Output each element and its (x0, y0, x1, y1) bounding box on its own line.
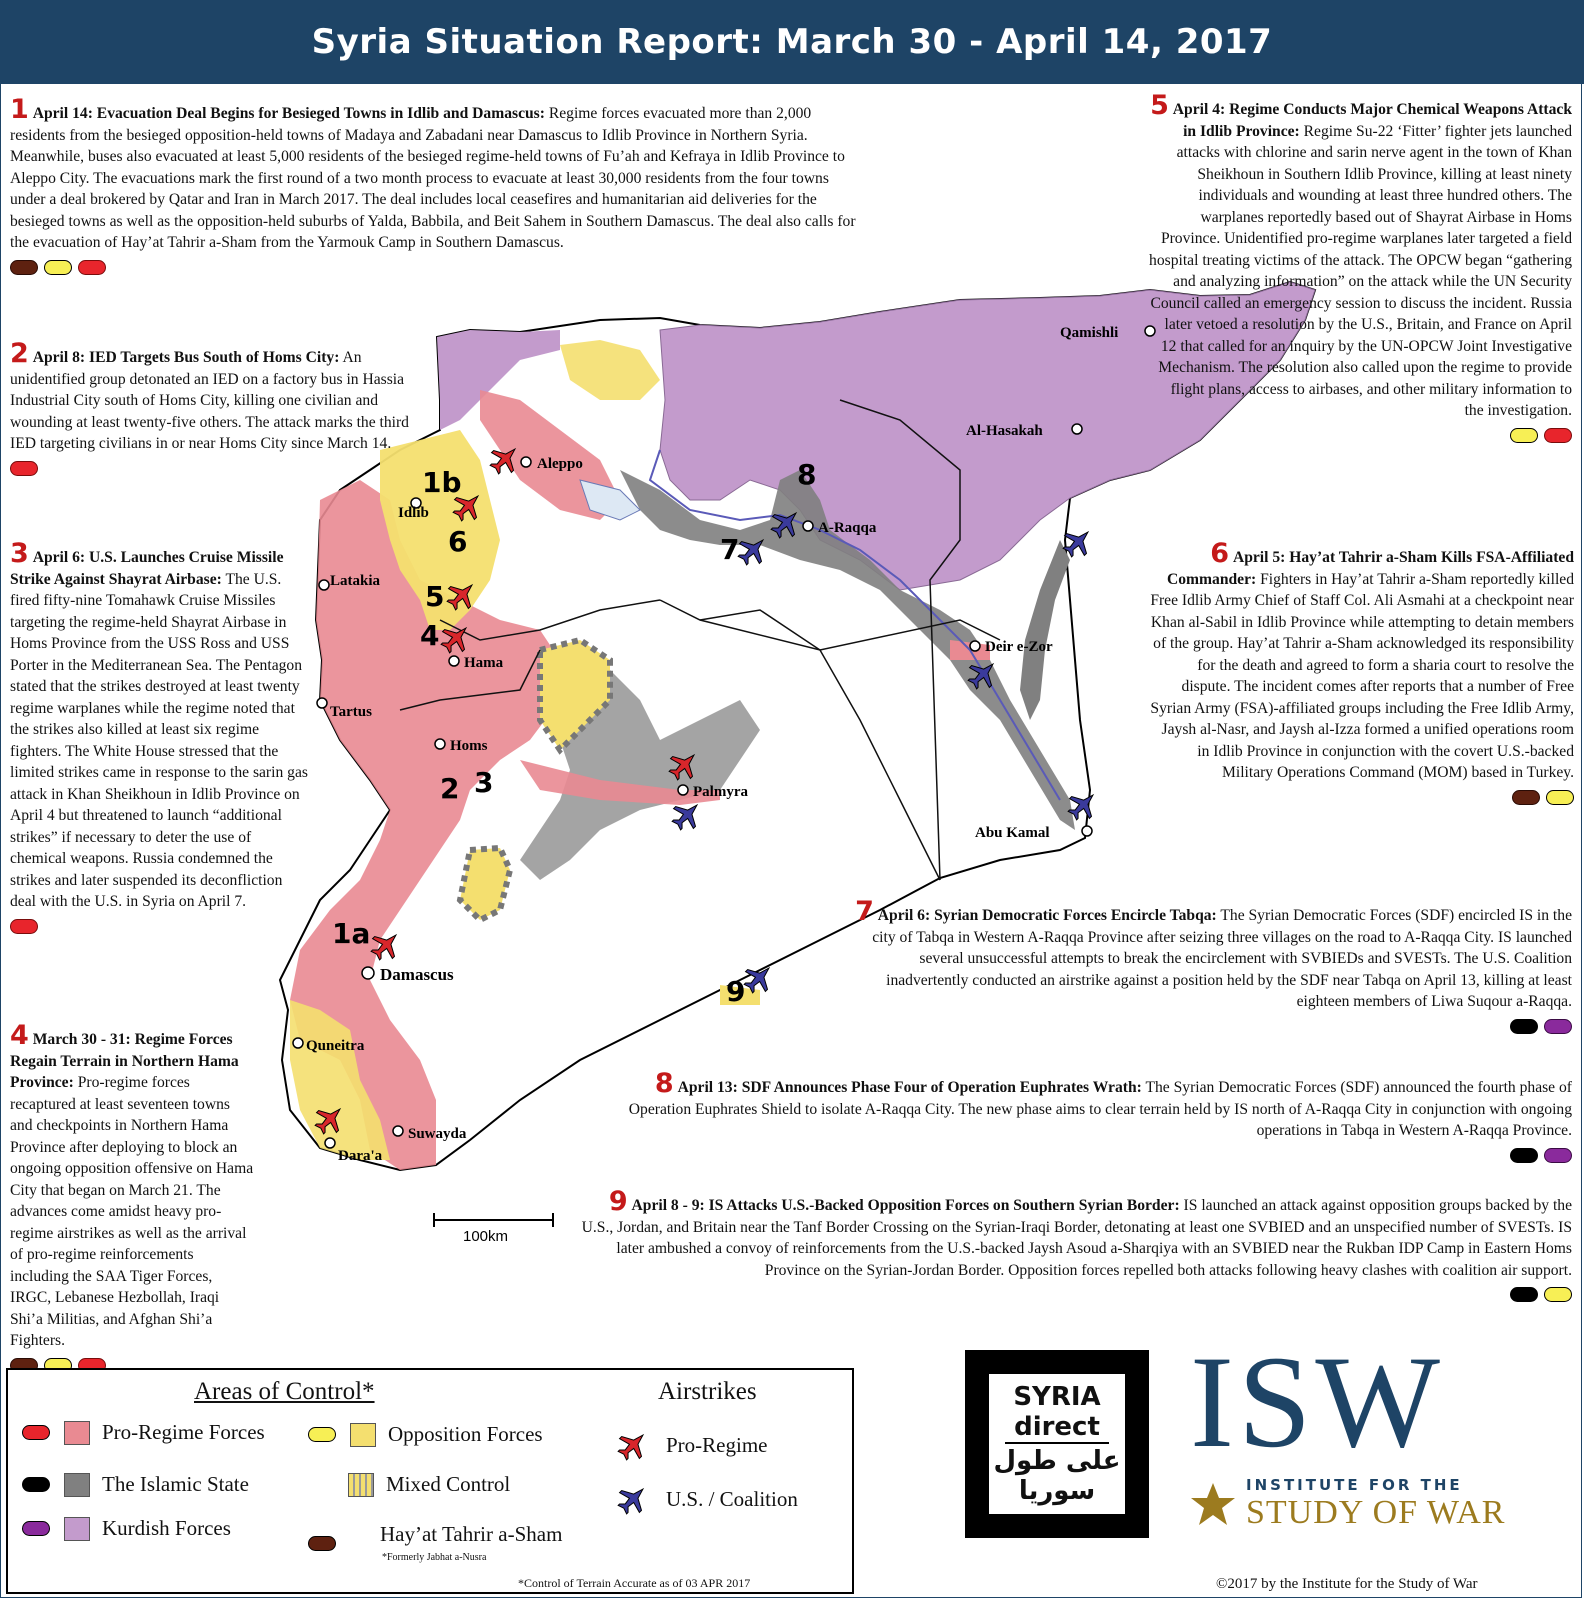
event-label: 9 (726, 975, 746, 1008)
legend-kurdish: Kurdish Forces (22, 1516, 231, 1541)
city-label: Aleppo (537, 456, 583, 472)
city-label: Dara'a (338, 1148, 383, 1164)
scale-label: 100km (463, 1228, 509, 1245)
event-label: 1b (422, 466, 462, 499)
city-label: Suwayda (408, 1126, 467, 1142)
event-label: 8 (797, 458, 817, 491)
city-label: Deir e-Zor (985, 639, 1053, 655)
event-5: 5 April 4: Regime Conducts Major Chemical Weapons Attack in Idlib Province: Regime Su-22 ‘Fitter’ fighter jets launched attacks with chlorine and sarin nerve agent in the town of Khan Sheikhoun in Southern Idlib Province, killing at least ninety individuals and wounding at least three hundred others. The warplanes reportedly based out of Shayrat Airbase in Homs Province. Unidentified pro-regime warplanes later targeted a field hospital treating victims of the attack. The OPCW began “gathering and analyzing information” on the attack while the UN Security Council called an emergency session to discuss the incident. Russia later vetoed a resolution by the U.S., Britain, and France on April 12 that called for an inquiry by the UN-OPCW Joint Investigative Mechanism. The resolution also called upon the regime to provide flight plans, access to airbases, and other military information to the investigation. (1148, 96, 1572, 443)
legend-airstrikes-title: Airstrikes (658, 1378, 757, 1405)
event-label: 6 (448, 525, 468, 558)
event-label: 3 (474, 766, 494, 799)
city-label: Abu Kamal (975, 825, 1050, 841)
legend-footnote: *Control of Terrain Accurate as of 03 APR 2017 (518, 1576, 751, 1590)
city-label: Latakia (330, 573, 381, 589)
city-label: Hama (464, 655, 504, 671)
event-9: 9 April 8 - 9: IS Attacks U.S.-Backed Opposition Forces on Southern Syrian Border: IS launched an attack against opposition groups backed by the U.S., Jordan, and Britain near the Tanf Border Crossing on the Syrian-Iraqi Border, detonating at least one SVBIED and an unspecified number of SVESTs. IS later ambushed a convoy of reinforcements from the U.S.-backed Jaysh Asoud a-Sharqiya with an SVBIED near the Rukban IDP Camp in Eastern Homs Province on the Syrian-Jordan Border. Opposition forces repelled both attacks following heavy clashes with coalition air support. (580, 1192, 1572, 1302)
city-label: Quneitra (306, 1038, 365, 1054)
regime-jet-icon (616, 1428, 650, 1462)
coalition-jet-icon (616, 1482, 650, 1516)
city-label: Tartus (330, 704, 372, 720)
event-label: 5 (425, 580, 445, 613)
event-label: 2 (440, 772, 460, 805)
syria-direct-logo: SYRIA direct على طول سوريا (965, 1350, 1149, 1538)
star-icon (1190, 1481, 1236, 1527)
legend (6, 1368, 854, 1594)
legend-mixed: Mixed Control (348, 1472, 510, 1497)
city-label: Palmyra (693, 784, 748, 800)
event-label: 7 (720, 533, 740, 566)
event-6: 6 April 5: Hay’at Tahrir a-Sham Kills FSA-Affiliated Commander: Fighters in Hay’at Tahrir a-Sham reportedly killed Free Idlib Army Chief of Staff Col. Ali Asmahi at a checkpoint near Khan al-Sabil in Idlib Province while attempting to detain members of the group. Hay’at Tahrir a-Sham acknowledged its responsibility for the death and agreed to form a sharia court to resolve the dispute. The incident comes after reports that a number of Free Syrian Army (FSA)-affiliated groups including the Free Idlib Army, Jaysh al-Nasr, and Jaysh al-Izza formed a unified operations room in Idlib Province in conjunction with the covert U.S.-backed Military Operations Command (MOM) based in Turkey. (1150, 544, 1574, 805)
city-label: Homs (450, 738, 488, 754)
event-label: 1a (332, 917, 371, 950)
event-8: 8 April 13: SDF Announces Phase Four of Operation Euphrates Wrath: The Syrian Democratic Forces (SDF) announced the fourth phase of Operation Euphrates Shield to isolate A-Raqqa City. The new phase aims to clear terrain held by IS north of A-Raqqa City in conjunction with ongoing operations in Tabqa in Western A-Raqqa Province. (600, 1074, 1572, 1163)
legend-opposition: Opposition Forces (308, 1422, 543, 1447)
legend-hts-note: *Formerly Jabhat a-Nusra (382, 1552, 487, 1563)
page-title: Syria Situation Report: March 30 - April 14, 2017 (0, 0, 1584, 84)
scale-bar (434, 1213, 553, 1245)
legend-islamic-state: The Islamic State (22, 1472, 249, 1497)
legend-pro-regime: Pro-Regime Forces (22, 1420, 265, 1445)
legend-hts: Hay’at Tahrir a-Sham (308, 1518, 562, 1551)
legend-air-regime: Pro-Regime (616, 1428, 767, 1462)
legend-control-title: Areas of Control* (194, 1378, 375, 1405)
city-label: Damascus (380, 965, 454, 984)
city-label: Idlib (398, 505, 429, 521)
legend-air-coalition: U.S. / Coalition (616, 1482, 798, 1516)
copyright: ©2017 by the Institute for the Study of War (1216, 1576, 1478, 1592)
event-2: 2 April 8: IED Targets Bus South of Homs City: An unidentified group detonated an IED on a factory bus in Hassia Industrial City south of Homs City, killing one civilian and wounding at least twenty-five others. The attack marks the third IED targeting civilians in or near Homs City since March 14. (10, 344, 410, 476)
event-7: 7 April 6: Syrian Democratic Forces Encircle Tabqa: The Syrian Democratic Forces (SDF) encircled IS in the city of Tabqa in Western A-Raqqa Province after seizing three villages on the road to A-Raqqa City. IS launched several unsuccessful attempts to break the encirclement with SVBIEDs and SVESTs. The U.S. Coalition inadvertently conducted an airstrike against a position held by the SDF near Tabqa on April 13, killing at least eighteen members of Liwa Suqour a-Raqqa. (848, 902, 1572, 1034)
event-4: 4 March 30 - 31: Regime Forces Regain Terrain in Northern Hama Province: Pro-regime forces recaptured at least seventeen towns and checkpoints in Northern Hama Province after deploying to block an ongoing opposition offensive on Hama City that began on March 21. The advances come amidst heavy pro-regime airstrikes as well as the arrival of pro-regime reinforcements including the SAA Tiger Forces, IRGC, Lebanese Hezbollah, Iraqi Shi’a Militias, and Afghan Shi’a Fighters. (10, 1026, 255, 1373)
city-label: Qamishli (1060, 325, 1119, 341)
event-3: 3 April 6: U.S. Launches Cruise Missile Strike Against Shayrat Airbase: The U.S. fired fifty-nine Tomahawk Cruise Missiles targeting the regime-held Shayrat Airbase in Homs Province from the USS Ross and USS Porter in the Mediterranean Sea. The Pentagon stated that the strikes destroyed at least twenty regime warplanes while the regime noted that the strikes also killed at least six regime fighters. The White House stressed that the limited strikes came in response to the sarin gas attack in Khan Sheikhoun in Idlib Province on April 4 but threatened to launch “additional strikes” if necessary to deter the use of chemical weapons. Russia condemned the strikes and later suspended its deconfliction deal with the U.S. in Syria on April 7. (10, 544, 310, 934)
isw-logo: ISW INSTITUTE FOR THE STUDY OF WAR (1190, 1328, 1506, 1531)
event-1: 1 April 14: Evacuation Deal Begins for Besieged Towns in Idlib and Damascus: Regime forces evacuated more than 2,000 residents from the besieged opposition-held towns of Madaya and Zabadani near Damascus to Idlib Province in Northern Syria. Meanwhile, buses also evacuated at least 5,000 residents of the besieged regime-held towns of Fu’ah and Kefraya in Idlib Province to Aleppo City. The evacuations mark the first round of a two month process to evacuate at least 30,000 residents from the four towns under a deal brokered by Qatar and Iran in March 2017. The deal includes local ceasefires and humanitarian aid deliveries for the besieged towns as well as the opposition-held suburbs of Yalda, Babbila, and Beit Sahem in Southern Damascus. The deal also calls for the evacuation of Hay’at Tahrir a-Sham from the Yarmouk Camp in Southern Damascus. (10, 100, 860, 275)
city-label: Al-Hasakah (966, 423, 1043, 439)
city-label: A-Raqqa (818, 520, 877, 536)
event-label: 4 (420, 619, 440, 652)
